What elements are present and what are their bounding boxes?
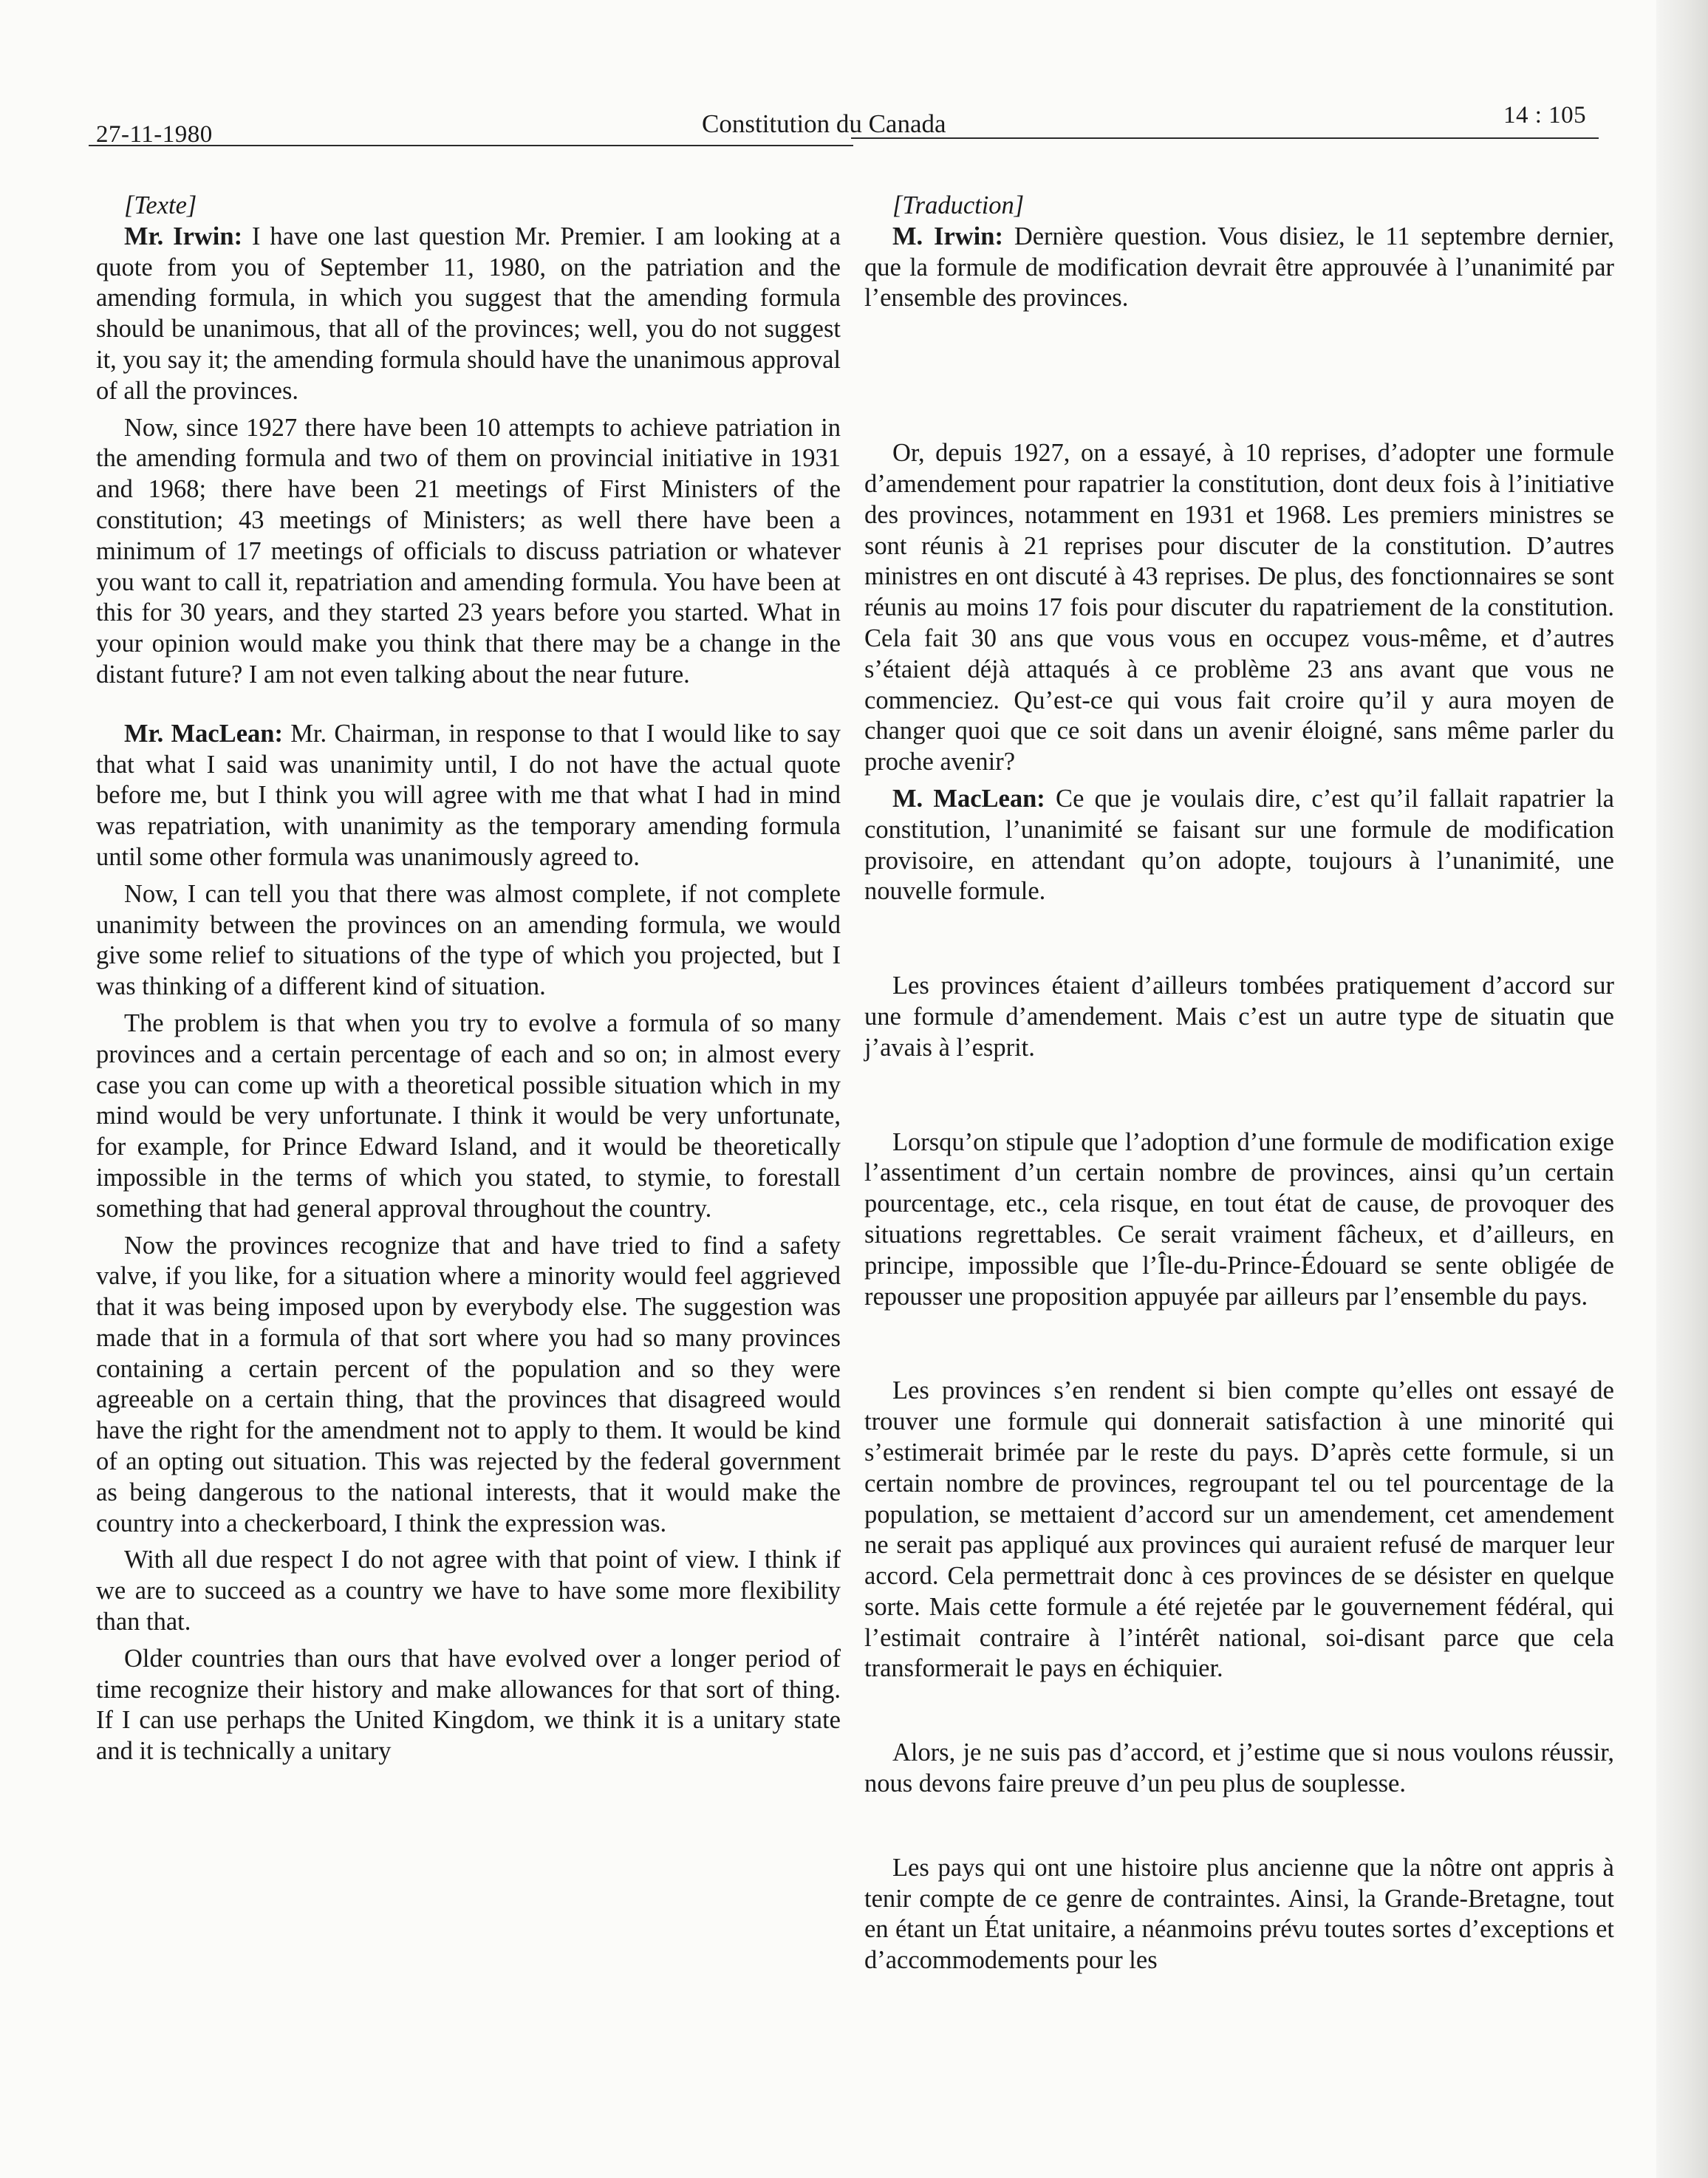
language-tag: [Texte] — [123, 191, 197, 219]
paragraph: Lorsqu’on stipule que l’adoption d’une formule de modification exige l’assentiment d’un certain nombre de provinces, ainsi qu’un certain pourcentage, etc., cela risque, en tout état de cause, de provoquer des situations regrettables. Ce serait vraiment fâcheux, et d’ailleurs, en principe, impossible que l’Île-du-Prince-Édouard se sente obligée de repousser une proposition appuyée par ailleurs par l’ensemble du pays. — [864, 1127, 1614, 1311]
english-column — [96, 191, 841, 1767]
paragraph-text: Mr. Chairman, in response to that I would like to say that what I said was unanimity until, I do not have the actual quote before me, but I think you will agree with me that what I had in mind was repatriation, with unanimity as the temporary amending formula until some other formula was unanimously agreed to. — [96, 719, 841, 871]
paragraph: The problem is that when you try to evolve a formula of so many provinces and a certain percentage of each and so on; in almost every case you can come up with a theoretical possible situation which in my mind would be very unfortunate. I think it would be very unfortunate, for example, for Prince Edward Island, and it would be theoretically impossible in the terms of which you stated, to stymie, to forestall something that had general approval throughout the country. — [96, 1008, 841, 1223]
paragraph: Now the provinces recognize that and have tried to find a safety valve, if you like, for a situation where a minority would feel aggrieved that it was being imposed upon by everybody else. The suggestion was made that in a formula of that sort where you had so many provinces containing a certain percent of the population and so they were agreeable on a certain thing, that the provinces that disagreed would have the right for the amendment not to apply to them. It would be kind of an opting out situation. This was rejected by the federal government as being dangerous to the national interests, that it would make the country into a checkerboard, I think the expression was. — [96, 1231, 841, 1537]
header-title: Constitution du Canada — [702, 109, 946, 138]
paragraph-text: Ce que je voulais dire, c’est qu’il fallait rapatrier la constitution, l’unanimité se faisant sur une formule de modification provisoire, en attendant qu’on adopte, toujours à l’unanimité, une nouvelle formule. — [864, 784, 1614, 906]
paragraph — [96, 719, 841, 873]
speaker-name: Mr. Irwin: — [123, 222, 243, 250]
paragraph-text: Dernière question. Vous disiez, le 11 septembre dernier, que la formule de modification devrait être approuvée à l’unanimité par l’ensemble des provinces. — [864, 222, 1614, 313]
header-rule-right — [851, 137, 1599, 139]
paragraph: Now, since 1927 there have been 10 attempts to achieve patriation in the amending formula and two of them on provincial initiative in 1931 and 1968; there have been 21 meetings of First Ministers of the constitution; 43 meetings of Ministers; as well there have been a minimum of 17 meetings of officials to discuss patriation or whatever you want to call it, repatriation and amending formula. You have been at this for 30 years, and they started 23 years before you started. What in your opinion would make you think that there may be a change in the distant future? I am not even talking about the near future. — [96, 413, 841, 689]
speaker-name: M. Irwin: — [892, 222, 1003, 250]
paragraph — [96, 222, 841, 407]
paragraph — [864, 222, 1614, 314]
paragraph — [864, 784, 1614, 907]
header-date: 27-11-1980 — [96, 121, 213, 148]
paragraph: Les provinces étaient d’ailleurs tombées pratiquement d’accord sur une formule d’amendement. Mais c’est un autre type de situatin que j’avais à l’esprit. — [864, 972, 1614, 1062]
french-column — [864, 191, 1614, 1976]
header-page-number: 14 : 105 — [1503, 102, 1587, 129]
speaker-name: M. MacLean: — [892, 784, 1045, 813]
paragraph: With all due respect I do not agree with that point of view. I think if we are to succeed as a country we have to have some more flexibility than that. — [96, 1546, 841, 1636]
paragraph: Or, depuis 1927, on a essayé, à 10 reprises, d’adopter une formule d’amendement pour rapatrier la constitution, dont deux fois à l’initiative des provinces, notamment en 1931 et 1968. Les premiers ministres se sont réunis à 21 reprises pour discuter de la constitution. D’autres ministres en ont discuté à 43 reprises. De plus, des fonctionnaires se sont réunis au moins 17 fois pour discuter du rapatriement de la constitution. Cela fait 30 ans que vous vous en occupez vous-même, et d’autres s’étaient déjà attaqués à ce problème 23 ans avant que vous ne commenciez. Qu’est-ce qui vous fait croire qu’il y aura moyen de changer quoi que ce soit dans un avenir éloigné, sans même parler du proche avenir? — [864, 439, 1614, 776]
paragraph: Les provinces s’en rendent si bien compte qu’elles ont essayé de trouver une formule qui donnerait satisfaction à une minorité qui s’estimerait brimée par le reste du pays. D’après cette formule, si un certain nombre de provinces, regroupant tel ou tel pourcentage de la population, se mettaient d’accord sur un amendement, cet amendement ne serait pas appliqué aux provinces qui auraient refusé de marquer leur accord. Cela permettrait donc à ces provinces de se désister en quelque sorte. Mais cette formule a été rejetée par le gouvernement fédéral, qui l’estimait contraire à l’intérêt national, soi-disant parce que cela transformerait le pays en échiquier. — [864, 1376, 1614, 1683]
language-tag: [Traduction] — [892, 191, 1025, 219]
paragraph: Older countries than ours that have evolved over a longer period of time recognize their history and make allowances for that sort of thing. If I can use perhaps the United Kingdom, we think it is a unitary state and it is technically a unitary — [96, 1644, 841, 1766]
speaker-name: Mr. MacLean: — [123, 719, 283, 748]
paragraph: Alors, je ne suis pas d’accord, et j’estime que si nous voulons réussir, nous devons faire preuve d’un peu plus de souplesse. — [864, 1738, 1614, 1798]
paragraph-text: I have one last question Mr. Premier. I am looking at a quote from you of September 11, 1980, on the patriation and the amending formula, in which you suggest that the amending formula should be unanimous, that all of the provinces; well, you do not suggest it, you say it; the amending formula should have the unanimous approval of all the provinces. — [96, 222, 841, 405]
page-edge-shadow — [1656, 0, 1708, 2178]
paragraph: Now, I can tell you that there was almost complete, if not complete unanimity between the provinces on an amending formula, we would give some relief to situations of the type of which you projected, but I was thinking of a different kind of situation. — [96, 879, 841, 1001]
paragraph: Les pays qui ont une histoire plus ancienne que la nôtre ont appris à tenir compte de ce genre de contraintes. Ainsi, la Grande-Bretagne, tout en étant un État unitaire, a néanmoins prévu toutes sortes d’exceptions et d’accommodements pour les — [864, 1853, 1614, 1975]
header-rule-left — [89, 145, 853, 146]
